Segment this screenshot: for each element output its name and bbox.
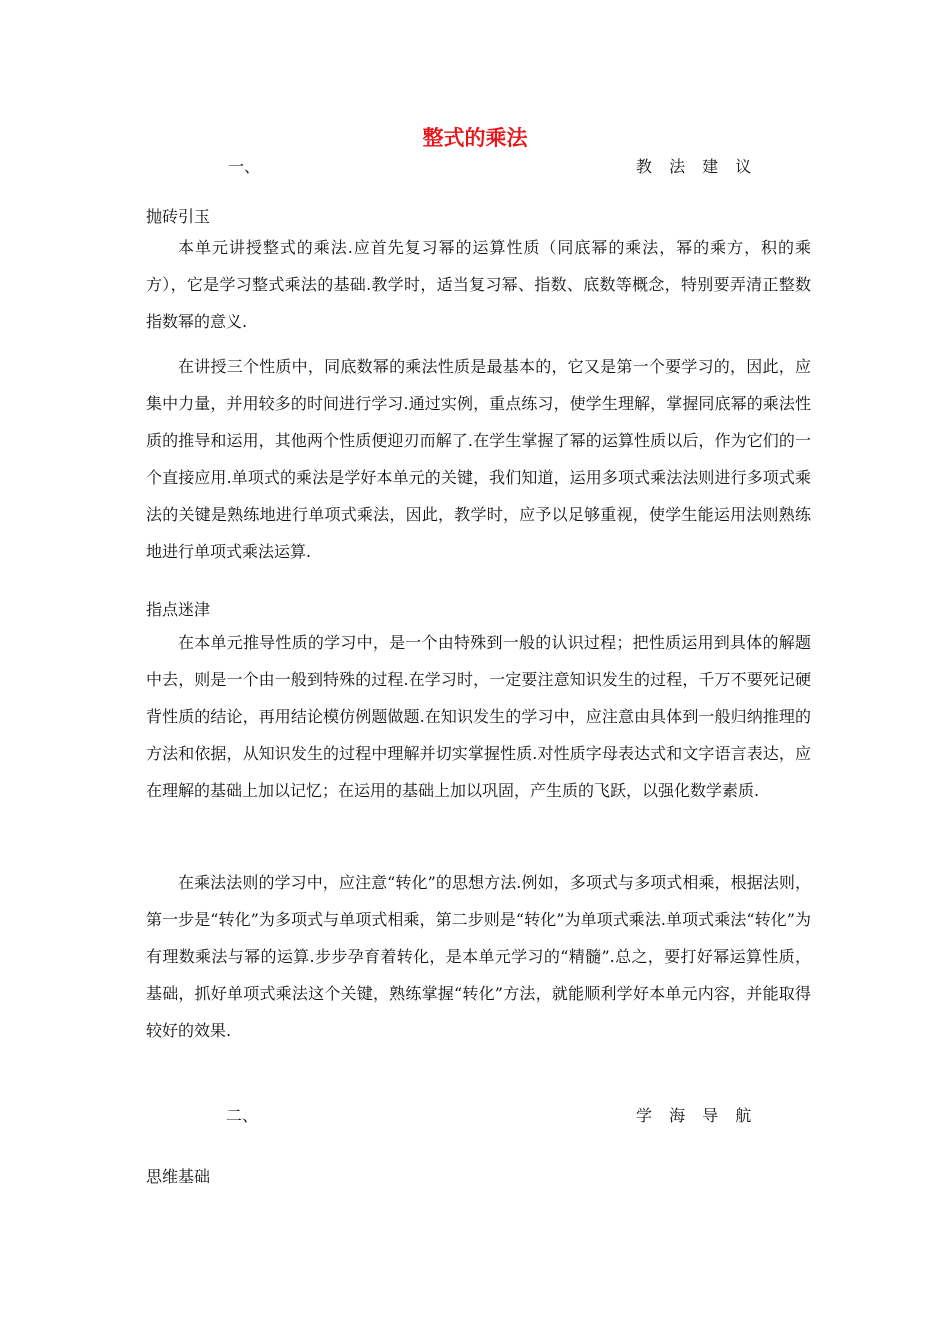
section-heading: 学 海 导 航	[636, 1106, 758, 1125]
section-heading: 教 法 建 议	[636, 157, 758, 176]
paragraph: 本单元讲授整式的乘法.应首先复习幂的运算性质（同底幂的乘法，幂的乘方，积的乘方），它是学习整式乘法的基础.教学时，适当复习幂、指数、底数等概念，特别要弄清正整数指数幂的意义.	[146, 238, 811, 331]
subheading: 抛砖引玉	[146, 207, 211, 226]
subheading: 思维基础	[146, 1167, 211, 1186]
paragraph: 在本单元推导性质的学习中，是一个由特殊到一般的认识过程；把性质运用到具体的解题中去，则是一个由一般到特殊的过程.在学习时，一定要注意知识发生的过程，千万不要死记硬背性质的结论，再用结论模仿例题做题.在知识发生的学习中，应注意由具体到一般归纳推理的方法和依据，从知识发生的过程中理解并切实掌握性质.对性质字母表达式和文字语言表达，应在理解的基础上加以记忆；在运用的基础上加以巩固，产生质的飞跃，以强化数学素质.	[146, 633, 811, 800]
subheading: 指点迷津	[146, 600, 211, 619]
paragraph: 在讲授三个性质中，同底数幂的乘法性质是最基本的，它又是第一个要学习的，因此，应集中力量，并用较多的时间进行学习.通过实例，重点练习，使学生理解，掌握同底幂的乘法性质的推导和运用，其他两个性质便迎刃而解了.在学生掌握了幂的运算性质以后，作为它们的一个直接应用.单项式的乘法是学好本单元的关键，我们知道，运用多项式乘法法则进行多项式乘法的关键是熟练地进行单项式乘法，因此，教学时，应予以足够重视，使学生能运用法则熟练地进行单项式乘法运算.	[146, 357, 811, 561]
paragraph: 在乘法法则的学习中，应注意“转化”的思想方法.例如，多项式与多项式相乘，根据法则，第一步是“转化”为多项式与单项式相乘，第二步则是“转化”为单项式乘法.单项式乘法“转化”为有理数乘法与幂的运算.步步孕育着转化，是本单元学习的“精髓”.总之，要打好幂运算性质，基础，抓好单项式乘法这个关键，熟练掌握“转化”方法，就能顺利学好本单元内容，并能取得较好的效果.	[146, 873, 811, 1040]
section-number: 二、	[226, 1106, 259, 1125]
section-number: 一、	[228, 157, 261, 176]
document-title: 整式的乘法	[422, 126, 528, 150]
